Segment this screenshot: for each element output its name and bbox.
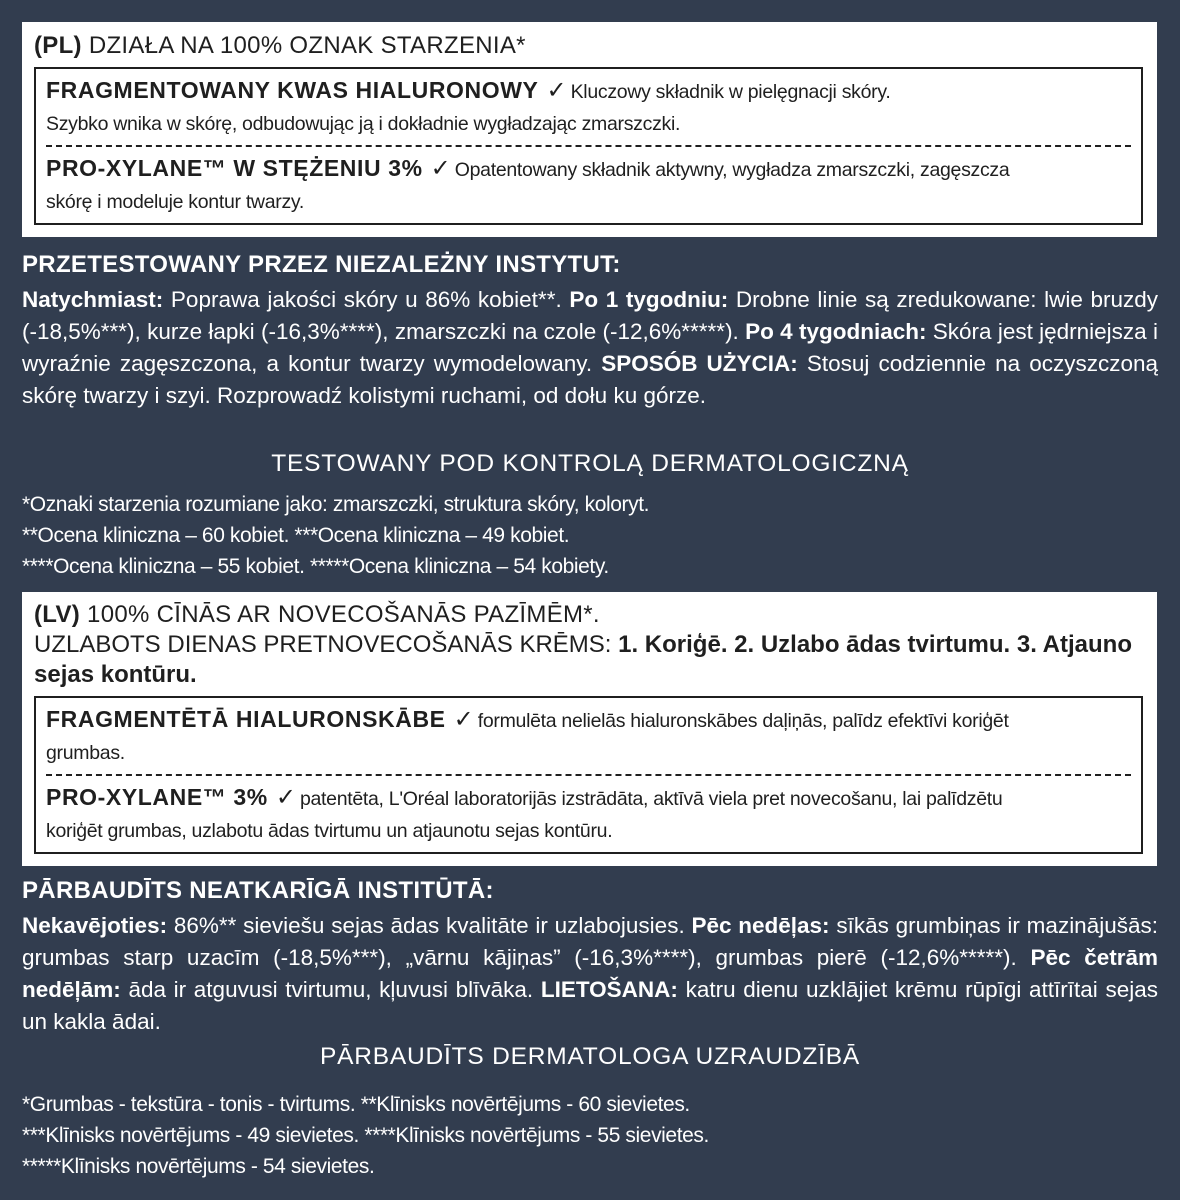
ingredient-desc: formulēta nelielās hialuronskābes daļiņās, palīdz efektīvi koriģēt bbox=[477, 710, 1009, 732]
ingredient-name: FRAGMENTOWANY KWAS HIALURONOWY bbox=[46, 77, 539, 103]
check-icon: ✓ bbox=[546, 77, 567, 104]
result-text: Drobne linie są zredukowane: lwie bruzdy (-18,5%***), kurze łapki (-16,3%****), zmarszczki na czole (-12,6%*****). bbox=[22, 287, 1158, 344]
check-icon: ✓ bbox=[453, 706, 474, 733]
usage-text: Stosuj codziennie na oczyszczoną skórę twarzy i szyi. Rozprowadź kolistymi ruchami, od dołu ku górze. bbox=[22, 351, 1158, 408]
pl-results-paragraph bbox=[22, 284, 1158, 412]
lv-panel-heading bbox=[34, 600, 1143, 630]
lv-dermatology-line: PĀRBAUDĪTS DERMATOLOGA UZRAUDZĪBĀ bbox=[319, 1043, 861, 1070]
lv-subheading-text: UZLABOTS DIENAS PRETNOVECOŠANĀS KRĒMS: bbox=[34, 631, 619, 658]
lv-heading-text: 100% CĪNĀS AR NOVECOŠANĀS PAZĪMĒM*. bbox=[80, 601, 600, 628]
ingredient-desc-cont: Szybko wnika w skórę, odbudowując ją i dokładnie wygładzając zmarszczki. bbox=[46, 113, 681, 135]
result-label: Nekavējoties: bbox=[22, 913, 168, 938]
lv-footnote-2: ***Klīnisks novērtējums - 49 sievietes. ****Klīnisks novērtējums - 55 sievietes. bbox=[22, 1124, 709, 1147]
lv-subheading-bold: 1. Koriģē. 2. Uzlabo ādas tvirtumu. 3. Atjauno sejas kontūru. bbox=[34, 631, 1132, 688]
result-text: sīkās grumbiņas ir mazinājušās: grumbas starp uzacīm (-18,5%***), „vārnu kājiņas” (-16,3%****), grumbas pierē (-12,6%*****). bbox=[22, 913, 1158, 970]
result-label: Natychmiast: bbox=[22, 287, 164, 312]
check-icon: ✓ bbox=[275, 784, 296, 811]
pl-tested-title: PRZETESTOWANY PRZEZ NIEZALEŻNY INSTYTUT: bbox=[22, 251, 621, 278]
lv-results-paragraph bbox=[22, 910, 1158, 1038]
pl-heading-text: DZIAŁA NA 100% OZNAK STARZENIA* bbox=[81, 32, 526, 59]
ingredient-name: PRO-XYLANE™ 3% bbox=[46, 784, 268, 810]
ingredient-name: PRO-XYLANE™ W STĘŻENIU 3% bbox=[46, 155, 423, 181]
check-icon: ✓ bbox=[430, 155, 451, 182]
usage-text: katru dienu uzklājiet krēmu rūpīgi attīrītai sejas un kakla ādai. bbox=[22, 977, 1158, 1034]
pl-footnote-1: *Oznaki starzenia rozumiane jako: zmarszczki, struktura skóry, koloryt. bbox=[22, 493, 650, 516]
lv-tested-title: PĀRBAUDĪTS NEATKARĪGĀ INSTITŪTĀ: bbox=[22, 877, 494, 904]
ingredient-desc-cont: grumbas. bbox=[46, 742, 125, 764]
lv-footnote-1: *Grumbas - tekstūra - tonis - tvirtums. **Klīnisks novērtējums - 60 sievietes. bbox=[22, 1093, 690, 1116]
result-text: āda ir atguvusi tvirtumu, kļuvusi blīvāka. bbox=[120, 977, 541, 1002]
pl-lang-code: (PL) bbox=[34, 32, 82, 59]
result-label: Po 4 tygodniach: bbox=[745, 319, 927, 344]
pl-panel-heading bbox=[34, 31, 1143, 61]
result-label: Po 1 tygodniu: bbox=[569, 287, 729, 312]
result-label: Pēc nedēļas: bbox=[691, 913, 830, 938]
usage-label: SPOSÓB UŻYCIA: bbox=[601, 351, 798, 376]
ingredient-desc: Opatentowany składnik aktywny, wygładza zmarszczki, zagęszcza bbox=[454, 159, 1010, 181]
lv-lang-code: (LV) bbox=[34, 601, 81, 628]
result-text: 86%** sieviešu sejas ādas kvalitāte ir uzlabojusies. bbox=[167, 913, 692, 938]
result-text: Skóra jest jędrniejsza i wyraźnie zagęszczona, a kontur twarzy wymodelowany. bbox=[22, 319, 1158, 376]
ingredient-desc-cont: skórę i modeluje kontur twarzy. bbox=[46, 191, 305, 213]
lv-ingredient-1 bbox=[46, 698, 1131, 774]
pl-ingredient-2 bbox=[46, 145, 1131, 223]
pl-ingredients-box bbox=[34, 67, 1143, 225]
lv-panel-subheading bbox=[34, 630, 1143, 690]
lv-ingredients-box bbox=[34, 696, 1143, 854]
lv-tested-section bbox=[22, 876, 1158, 1038]
ingredient-desc-cont: koriģēt grumbas, uzlabotu ādas tvirtumu un atjaunotu sejas kontūru. bbox=[46, 820, 613, 842]
pl-claims-panel bbox=[22, 22, 1157, 237]
lv-claims-panel bbox=[22, 592, 1157, 866]
pl-footnote-3: ****Ocena kliniczna – 55 kobiet. *****Ocena kliniczna – 54 kobiety. bbox=[22, 555, 609, 578]
pl-dermatology-line: TESTOWANY POD KONTROLĄ DERMATOLOGICZNĄ bbox=[271, 450, 909, 477]
pl-footnote-2: **Ocena kliniczna – 60 kobiet. ***Ocena kliniczna – 49 kobiet. bbox=[22, 524, 570, 547]
result-label: Pēc četrām nedēļām: bbox=[22, 945, 1158, 1002]
lv-ingredient-2 bbox=[46, 774, 1131, 852]
pl-tested-section bbox=[22, 250, 1158, 412]
pl-ingredient-1 bbox=[46, 69, 1131, 145]
ingredient-desc: Kluczowy składnik w pielęgnacji skóry. bbox=[570, 81, 891, 103]
ingredient-desc: patentēta, L'Oréal laboratorijās izstrādāta, aktīvā viela pret novecošanu, lai palīdzētu bbox=[299, 788, 1003, 810]
usage-label: LIETOŠANA: bbox=[540, 977, 678, 1002]
lv-footnote-3: *****Klīnisks novērtējums - 54 sievietes. bbox=[22, 1155, 375, 1178]
ingredient-name: FRAGMENTĒTĀ HIALURONSKĀBE bbox=[46, 706, 446, 732]
result-text: Poprawa jakości skóry u 86% kobiet**. bbox=[163, 287, 570, 312]
